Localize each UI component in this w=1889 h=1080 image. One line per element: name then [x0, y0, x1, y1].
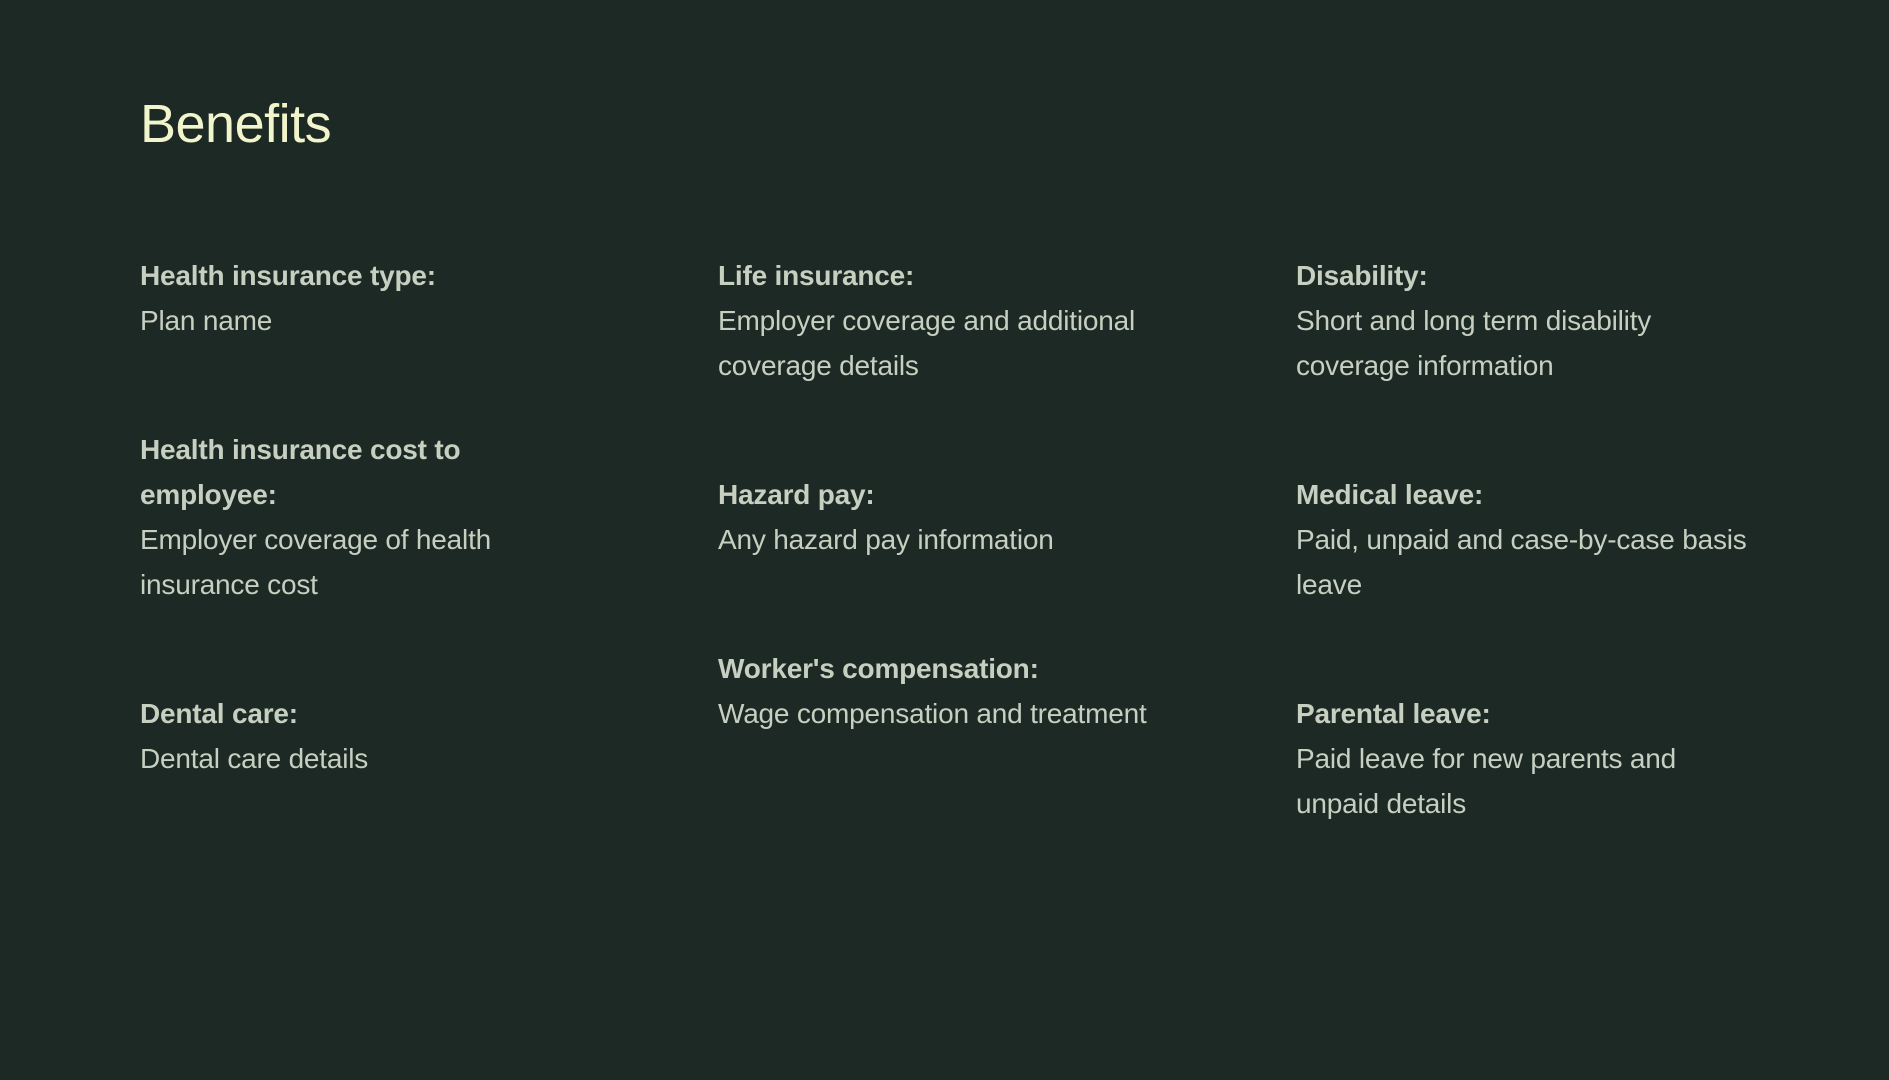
benefit-description: Paid, unpaid and case-by-case basis leave: [1296, 523, 1747, 600]
benefit-item-hazard-pay: [718, 472, 1178, 562]
benefit-item-disability: [1296, 253, 1756, 388]
benefit-description: Plan name: [140, 304, 273, 336]
benefit-description: Dental care details: [140, 742, 369, 774]
benefits-column-3: [1296, 253, 1756, 826]
benefit-description: Employer coverage and additional coverage details: [718, 304, 1135, 381]
benefits-column-2: [718, 253, 1178, 826]
benefits-column-1: [140, 253, 600, 826]
benefit-item-parental-leave: [1296, 691, 1756, 826]
benefit-item-dental-care: [140, 691, 600, 781]
benefit-label: Hazard pay:: [718, 478, 875, 510]
benefit-item-workers-compensation: [718, 646, 1178, 736]
benefit-label: Disability:: [1296, 259, 1428, 291]
benefit-description: Short and long term disability coverage information: [1296, 304, 1652, 381]
benefit-label: Worker's compensation:: [718, 652, 1039, 684]
benefit-label: Health insurance cost to employee:: [140, 433, 461, 510]
benefit-description: Any hazard pay information: [718, 523, 1054, 555]
benefit-item-health-insurance-cost: [140, 427, 600, 607]
benefit-description: Paid leave for new parents and unpaid details: [1296, 742, 1677, 819]
benefit-description: Wage compensation and treatment: [718, 697, 1147, 729]
benefit-label: Life insurance:: [718, 259, 915, 291]
benefit-item-medical-leave: [1296, 472, 1756, 607]
benefit-label: Health insurance type:: [140, 259, 436, 291]
benefits-grid: [140, 253, 1769, 826]
benefit-label: Dental care:: [140, 697, 298, 729]
benefit-label: Parental leave:: [1296, 697, 1491, 729]
benefit-item-life-insurance: [718, 253, 1178, 388]
page-title: Benefits: [140, 94, 332, 154]
benefit-label: Medical leave:: [1296, 478, 1484, 510]
benefit-description: Employer coverage of health insurance cost: [140, 523, 492, 600]
benefit-item-health-insurance-type: [140, 253, 600, 343]
